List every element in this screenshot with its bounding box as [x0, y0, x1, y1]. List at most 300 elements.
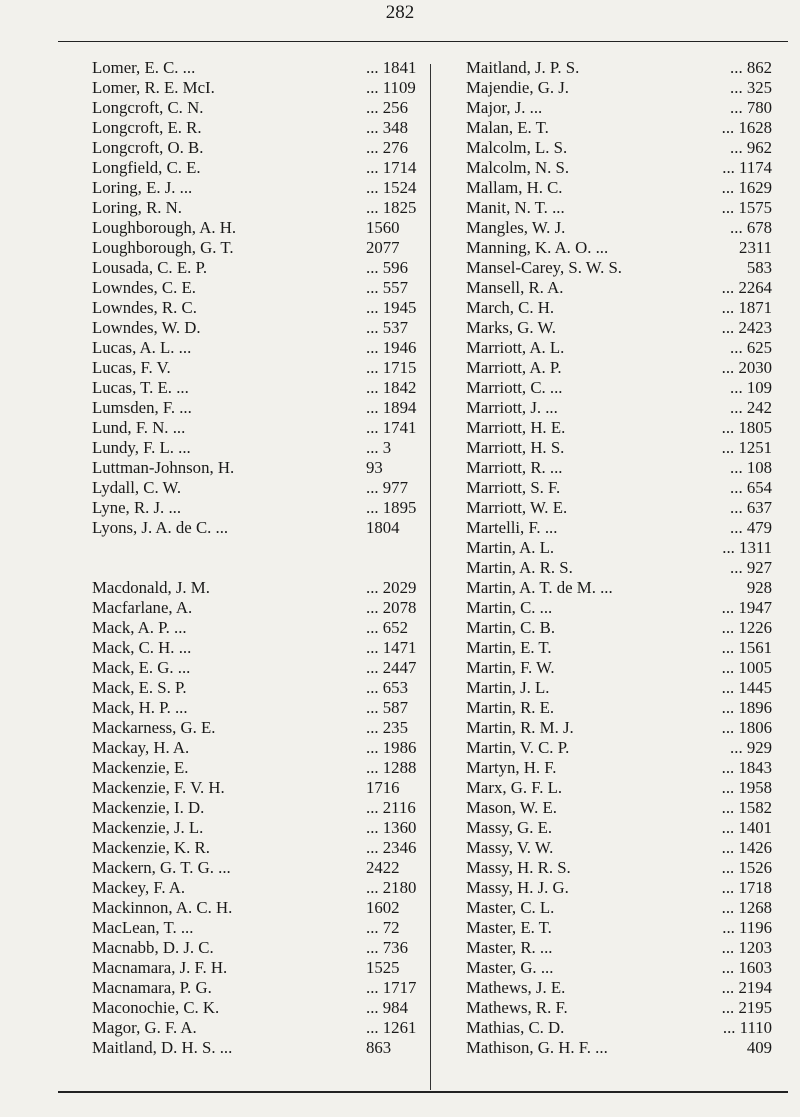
entry-name: Lucas, F. V.	[92, 358, 171, 377]
index-entry	[92, 178, 422, 198]
index-entry	[92, 198, 422, 218]
entry-page-ref: ... 1251	[721, 438, 772, 457]
entry-page-ref: ... 2078	[366, 598, 417, 617]
entry-page-ref: ... 1947	[721, 598, 772, 617]
index-entry	[466, 98, 772, 118]
index-entry	[466, 358, 772, 378]
entry-page-ref: ... 2116	[366, 798, 416, 817]
index-entry	[92, 918, 422, 938]
index-entry	[466, 118, 772, 138]
index-entry	[92, 658, 422, 678]
entry-name: Mackenzie, F. V. H.	[92, 778, 225, 797]
entry-name: Macnamara, J. F. H.	[92, 958, 228, 977]
entry-name: Mackay, H. A.	[92, 738, 190, 757]
entry-name: Mack, H. P. ...	[92, 698, 188, 717]
entry-page-ref: ... 1311	[722, 538, 772, 557]
entry-name: Macnamara, P. G.	[92, 978, 212, 997]
index-entry	[92, 518, 422, 538]
entry-name: Loring, E. J. ...	[92, 178, 193, 197]
entry-name: Lund, F. N. ...	[92, 418, 186, 437]
index-entry	[466, 458, 772, 478]
entry-name: Mason, W. E.	[466, 798, 557, 817]
index-entry	[466, 398, 772, 418]
entry-name: Lyne, R. J. ...	[92, 498, 182, 517]
index-entry	[466, 438, 772, 458]
entry-page-ref: ... 1825	[366, 198, 417, 217]
index-entry	[466, 478, 772, 498]
index-entry	[92, 798, 422, 818]
entry-page-ref: ... 1718	[721, 878, 772, 897]
index-entry	[92, 838, 422, 858]
index-entry	[466, 638, 772, 658]
index-entry	[466, 178, 772, 198]
entry-page-ref: ... 1986	[366, 738, 417, 757]
entry-page-ref: ... 256	[366, 98, 408, 117]
entry-name: Lomer, R. E. McI.	[92, 78, 215, 97]
entry-name: Macnabb, D. J. C.	[92, 938, 214, 957]
entry-page-ref: ... 1628	[721, 118, 772, 137]
entry-name: Lydall, C. W.	[92, 478, 182, 497]
index-entry	[466, 818, 772, 838]
index-entry	[466, 138, 772, 158]
index-entry	[92, 398, 422, 418]
index-entry	[466, 538, 772, 558]
entry-page-ref: ... 1842	[366, 378, 417, 397]
entry-name: Lowndes, W. D.	[92, 318, 201, 337]
entry-name: Mack, E. S. P.	[92, 678, 187, 697]
entry-name: Mansel-Carey, S. W. S.	[466, 258, 622, 277]
entry-page-ref: ... 276	[366, 138, 408, 157]
entry-page-ref: 1525	[366, 958, 400, 977]
entry-name: Mack, C. H. ...	[92, 638, 192, 657]
entry-page-ref: ... 72	[366, 918, 400, 937]
index-entry	[92, 958, 422, 978]
bottom-rule	[58, 1091, 788, 1093]
entry-page-ref: 1804	[366, 518, 400, 537]
entry-name: Master, G. ...	[466, 958, 554, 977]
entry-page-ref: ... 1360	[366, 818, 417, 837]
index-entry	[466, 618, 772, 638]
index-entry	[92, 698, 422, 718]
index-entry	[92, 998, 422, 1018]
entry-name: Maconochie, C. K.	[92, 998, 220, 1017]
entry-page-ref: ... 1445	[721, 678, 772, 697]
entry-name: Massy, G. E.	[466, 818, 553, 837]
index-entry	[466, 898, 772, 918]
index-entry	[466, 198, 772, 218]
index-entry	[92, 738, 422, 758]
entry-name: Marriott, H. E.	[466, 418, 566, 437]
index-entry	[92, 878, 422, 898]
entry-name: Master, R. ...	[466, 938, 553, 957]
entry-name: Marriott, A. P.	[466, 358, 562, 377]
entry-name: Lowndes, C. E.	[92, 278, 196, 297]
entry-page-ref: 928	[746, 578, 772, 597]
entry-name: Martin, V. C. P.	[466, 738, 570, 757]
entry-name: Malcolm, L. S.	[466, 138, 568, 157]
entry-page-ref: ... 1524	[366, 178, 417, 197]
index-entry	[466, 258, 772, 278]
index-entry	[92, 1018, 422, 1038]
entry-page-ref: ... 929	[730, 738, 772, 757]
entry-page-ref: ... 1843	[721, 758, 772, 777]
entry-page-ref: ... 2346	[366, 838, 417, 857]
index-entry	[92, 298, 422, 318]
entry-name: Marriott, C. ...	[466, 378, 563, 397]
entry-page-ref	[366, 538, 422, 558]
entry-name: Malan, E. T.	[466, 118, 549, 137]
entry-page-ref: ... 1741	[366, 418, 417, 437]
entry-page-ref: ... 1715	[366, 358, 417, 377]
entry-page-ref	[366, 558, 422, 578]
entry-page-ref: ... 1603	[721, 958, 772, 977]
entry-name: Longcroft, C. N.	[92, 98, 204, 117]
right-column	[466, 58, 772, 1058]
index-entry	[92, 318, 422, 338]
index-entry	[92, 158, 422, 178]
entry-name: Mathews, J. E.	[466, 978, 566, 997]
entry-page-ref: ... 2029	[366, 578, 417, 597]
entry-name: Master, E. T.	[466, 918, 552, 937]
index-entry	[466, 798, 772, 818]
entry-page-ref: ... 1806	[721, 718, 772, 737]
entry-name: Lumsden, F. ...	[92, 398, 192, 417]
entry-page-ref: 93	[366, 458, 383, 477]
entry-name: Manning, K. A. O. ...	[466, 238, 609, 257]
entry-name: Macfarlane, A.	[92, 598, 193, 617]
entry-page-ref: ... 537	[366, 318, 408, 337]
entry-page-ref: ... 1714	[366, 158, 417, 177]
entry-page-ref: ... 1109	[366, 78, 416, 97]
entry-name: Marriott, A. L.	[466, 338, 565, 357]
index-entry	[92, 558, 422, 578]
entry-name: Massy, H. J. G.	[466, 878, 569, 897]
entry-page-ref: ... 3	[366, 438, 392, 457]
index-entry	[466, 378, 772, 398]
entry-name: Mathison, G. H. F. ...	[466, 1038, 608, 1057]
index-entry	[92, 278, 422, 298]
index-entry	[92, 818, 422, 838]
index-entry	[466, 158, 772, 178]
entry-name: Mansell, R. A.	[466, 278, 564, 297]
entry-page-ref: ... 108	[730, 458, 772, 477]
entry-name: Marriott, H. S.	[466, 438, 565, 457]
entry-page-ref: 863	[366, 1038, 392, 1057]
entry-name: Martin, E. T.	[466, 638, 552, 657]
page-number: 282	[385, 2, 415, 23]
entry-page-ref: ... 1526	[721, 858, 772, 877]
entry-name: Marx, G. F. L.	[466, 778, 563, 797]
entry-page-ref: 2311	[739, 238, 772, 257]
index-entry	[92, 758, 422, 778]
index-entry	[92, 578, 422, 598]
index-entry	[92, 718, 422, 738]
entry-page-ref: ... 242	[730, 398, 772, 417]
entry-name: Martelli, F. ...	[466, 518, 558, 537]
index-entry	[466, 858, 772, 878]
entry-page-ref: ... 1841	[366, 58, 417, 77]
entry-page-ref: ... 736	[366, 938, 408, 957]
entry-name: Majendie, G. J.	[466, 78, 569, 97]
entry-name: Mackern, G. T. G. ...	[92, 858, 231, 877]
entry-page-ref: 409	[746, 1038, 772, 1057]
entry-name: Marriott, W. E.	[466, 498, 568, 517]
entry-page-ref: ... 1946	[366, 338, 417, 357]
entry-name: Martin, R. E.	[466, 698, 555, 717]
entry-page-ref: ... 348	[366, 118, 408, 137]
entry-name: Massy, H. R. S.	[466, 858, 571, 877]
index-entry	[92, 538, 422, 558]
index-entry	[466, 318, 772, 338]
entry-page-ref: 1602	[366, 898, 400, 917]
entry-name: Mackenzie, I. D.	[92, 798, 205, 817]
entry-page-ref: ... 1226	[721, 618, 772, 637]
entry-name: Lousada, C. E. P.	[92, 258, 208, 277]
index-entry	[466, 878, 772, 898]
entry-name: Lomer, E. C. ...	[92, 58, 196, 77]
index-entry	[466, 678, 772, 698]
entry-name: Marriott, R. ...	[466, 458, 563, 477]
entry-page-ref: ... 1401	[721, 818, 772, 837]
top-rule	[58, 41, 788, 42]
entry-name: Marriott, S. F.	[466, 478, 561, 497]
entry-page-ref: ... 2194	[721, 978, 772, 997]
entry-page-ref: 583	[746, 258, 772, 277]
entry-name: March, C. H.	[466, 298, 555, 317]
entry-page-ref: ... 1426	[721, 838, 772, 857]
index-entry	[92, 938, 422, 958]
entry-page-ref: ... 1110	[722, 1018, 772, 1037]
index-entry	[92, 598, 422, 618]
entry-name: Martin, F. W.	[466, 658, 555, 677]
entry-page-ref: ... 962	[730, 138, 772, 157]
index-entry	[466, 238, 772, 258]
index-entry	[92, 238, 422, 258]
entry-page-ref: ... 1895	[366, 498, 417, 517]
entry-name: Lowndes, R. C.	[92, 298, 197, 317]
entry-page-ref: ... 1582	[721, 798, 772, 817]
entry-name: Martyn, H. F.	[466, 758, 557, 777]
entry-name: Mackenzie, E.	[92, 758, 189, 777]
index-entry	[92, 378, 422, 398]
entry-name: Martin, A. R. S.	[466, 558, 573, 577]
index-entry	[92, 458, 422, 478]
entry-name: Magor, G. F. A.	[92, 1018, 197, 1037]
index-entry	[466, 78, 772, 98]
index-entry	[92, 438, 422, 458]
index-entry	[92, 898, 422, 918]
entry-page-ref: ... 862	[730, 58, 772, 77]
index-entry	[466, 978, 772, 998]
index-entry	[466, 418, 772, 438]
entry-page-ref: ... 1958	[721, 778, 772, 797]
entry-page-ref: ... 1561	[721, 638, 772, 657]
entry-page-ref: ... 625	[730, 338, 772, 357]
entry-page-ref: ... 1268	[721, 898, 772, 917]
entry-name: Massy, V. W.	[466, 838, 554, 857]
entry-name: Longcroft, O. B.	[92, 138, 204, 157]
entry-name: Longcroft, E. R.	[92, 118, 202, 137]
entry-name: Maitland, D. H. S. ...	[92, 1038, 233, 1057]
index-entry	[466, 518, 772, 538]
entry-name: Martin, R. M. J.	[466, 718, 574, 737]
entry-name: Martin, C. B.	[466, 618, 556, 637]
index-entry	[466, 1038, 772, 1058]
entry-page-ref: ... 653	[366, 678, 408, 697]
entry-page-ref: ... 1894	[366, 398, 417, 417]
index-entry	[92, 58, 422, 78]
entry-page-ref: ... 1871	[721, 298, 772, 317]
index-entry	[466, 598, 772, 618]
entry-name: Mackarness, G. E.	[92, 718, 216, 737]
entry-page-ref: ... 1896	[721, 698, 772, 717]
index-entry	[92, 418, 422, 438]
index-entry	[92, 218, 422, 238]
entry-name: Mangles, W. J.	[466, 218, 566, 237]
index-entry	[466, 778, 772, 798]
entry-name: Lundy, F. L. ...	[92, 438, 191, 457]
entry-page-ref: ... 2447	[366, 658, 417, 677]
entry-page-ref: ... 109	[730, 378, 772, 397]
entry-page-ref: ... 596	[366, 258, 408, 277]
entry-name: Martin, J. L.	[466, 678, 550, 697]
entry-page-ref: ... 1288	[366, 758, 417, 777]
entry-page-ref: 1716	[366, 778, 400, 797]
index-entry	[466, 58, 772, 78]
entry-name: Martin, A. T. de M. ...	[466, 578, 613, 597]
index-entry	[92, 358, 422, 378]
entry-page-ref: ... 2195	[721, 998, 772, 1017]
entry-name: Martin, A. L.	[466, 538, 555, 557]
entry-name: Mackenzie, K. R.	[92, 838, 210, 857]
index-entry	[92, 78, 422, 98]
entry-page-ref: ... 235	[366, 718, 408, 737]
index-entry	[92, 638, 422, 658]
entry-name: Macdonald, J. M.	[92, 578, 210, 597]
index-entry	[466, 558, 772, 578]
entry-name: Mathias, C. D.	[466, 1018, 565, 1037]
entry-name: Mack, E. G. ...	[92, 658, 191, 677]
index-entry	[92, 778, 422, 798]
entry-page-ref: ... 927	[730, 558, 772, 577]
entry-page-ref: ... 2423	[721, 318, 772, 337]
entry-name: Malcolm, N. S.	[466, 158, 570, 177]
entry-name: Master, C. L.	[466, 898, 555, 917]
entry-name: MacLean, T. ...	[92, 918, 194, 937]
index-entry	[466, 578, 772, 598]
index-entry	[466, 838, 772, 858]
entry-page-ref: ... 984	[366, 998, 408, 1017]
index-entry	[92, 98, 422, 118]
entry-page-ref: ... 678	[730, 218, 772, 237]
entry-page-ref: ... 1471	[366, 638, 417, 657]
entry-page-ref: ... 1717	[366, 978, 417, 997]
entry-page-ref: ... 1575	[721, 198, 772, 217]
index-entry	[92, 678, 422, 698]
entry-name: Mackinnon, A. C. H.	[92, 898, 233, 917]
index-entry	[92, 1038, 422, 1058]
index-entry	[466, 738, 772, 758]
entry-page-ref: 1560	[366, 218, 400, 237]
entry-page-ref: ... 1005	[721, 658, 772, 677]
entry-name: Mallam, H. C.	[466, 178, 563, 197]
entry-page-ref: ... 977	[366, 478, 408, 497]
entry-page-ref: ... 1196	[722, 918, 772, 937]
index-entry	[466, 998, 772, 1018]
entry-page-ref: 2077	[366, 238, 400, 257]
entry-name: Longfield, C. E.	[92, 158, 201, 177]
entry-name: Manit, N. T. ...	[466, 198, 565, 217]
index-entry	[466, 938, 772, 958]
index-entry	[466, 298, 772, 318]
entry-name: Mackenzie, J. L.	[92, 818, 204, 837]
entry-page-ref: ... 1261	[366, 1018, 417, 1037]
entry-page-ref: 2422	[366, 858, 400, 877]
entry-name: Marks, G. W.	[466, 318, 556, 337]
entry-name: Loughborough, A. H.	[92, 218, 237, 237]
column-divider	[430, 64, 431, 1090]
entry-page-ref: ... 1945	[366, 298, 417, 317]
index-entry	[466, 338, 772, 358]
index-entry	[92, 498, 422, 518]
entry-page-ref: ... 1174	[722, 158, 772, 177]
index-entry	[466, 278, 772, 298]
index-entry	[466, 658, 772, 678]
entry-page-ref: ... 557	[366, 278, 408, 297]
entry-name: Major, J. ...	[466, 98, 543, 117]
entry-page-ref: ... 2264	[721, 278, 772, 297]
entry-name: Mackey, F. A.	[92, 878, 186, 897]
entry-page-ref: ... 654	[730, 478, 772, 497]
index-entry	[466, 1018, 772, 1038]
entry-name: Mathews, R. F.	[466, 998, 568, 1017]
entry-name: Marriott, J. ...	[466, 398, 558, 417]
entry-page-ref: ... 587	[366, 698, 408, 717]
entry-page-ref: ... 1629	[721, 178, 772, 197]
index-entry	[92, 478, 422, 498]
entry-name: Lucas, T. E. ...	[92, 378, 189, 397]
entry-name: Maitland, J. P. S.	[466, 58, 580, 77]
left-column	[92, 58, 422, 1058]
entry-page-ref: ... 1805	[721, 418, 772, 437]
index-entry	[92, 138, 422, 158]
index-entry	[466, 498, 772, 518]
index-entry	[466, 958, 772, 978]
entry-name: Loughborough, G. T.	[92, 238, 234, 257]
index-entry	[92, 858, 422, 878]
index-entry	[92, 118, 422, 138]
entry-name: Lyons, J. A. de C. ...	[92, 518, 229, 537]
index-entry	[92, 618, 422, 638]
entry-name	[92, 558, 366, 578]
entry-name: Mack, A. P. ...	[92, 618, 187, 637]
index-entry	[92, 978, 422, 998]
entry-page-ref: ... 780	[730, 98, 772, 117]
entry-page-ref: ... 2180	[366, 878, 417, 897]
index-entry	[466, 758, 772, 778]
index-entry	[466, 218, 772, 238]
entry-name: Lucas, A. L. ...	[92, 338, 192, 357]
entry-page-ref: ... 479	[730, 518, 772, 537]
entry-name: Loring, R. N.	[92, 198, 182, 217]
entry-page-ref: ... 652	[366, 618, 408, 637]
index-entry	[466, 698, 772, 718]
index-entry	[92, 258, 422, 278]
entry-name: Martin, C. ...	[466, 598, 553, 617]
entry-page-ref: ... 1203	[721, 938, 772, 957]
entry-name: Luttman-Johnson, H.	[92, 458, 235, 477]
entry-name	[92, 538, 366, 558]
